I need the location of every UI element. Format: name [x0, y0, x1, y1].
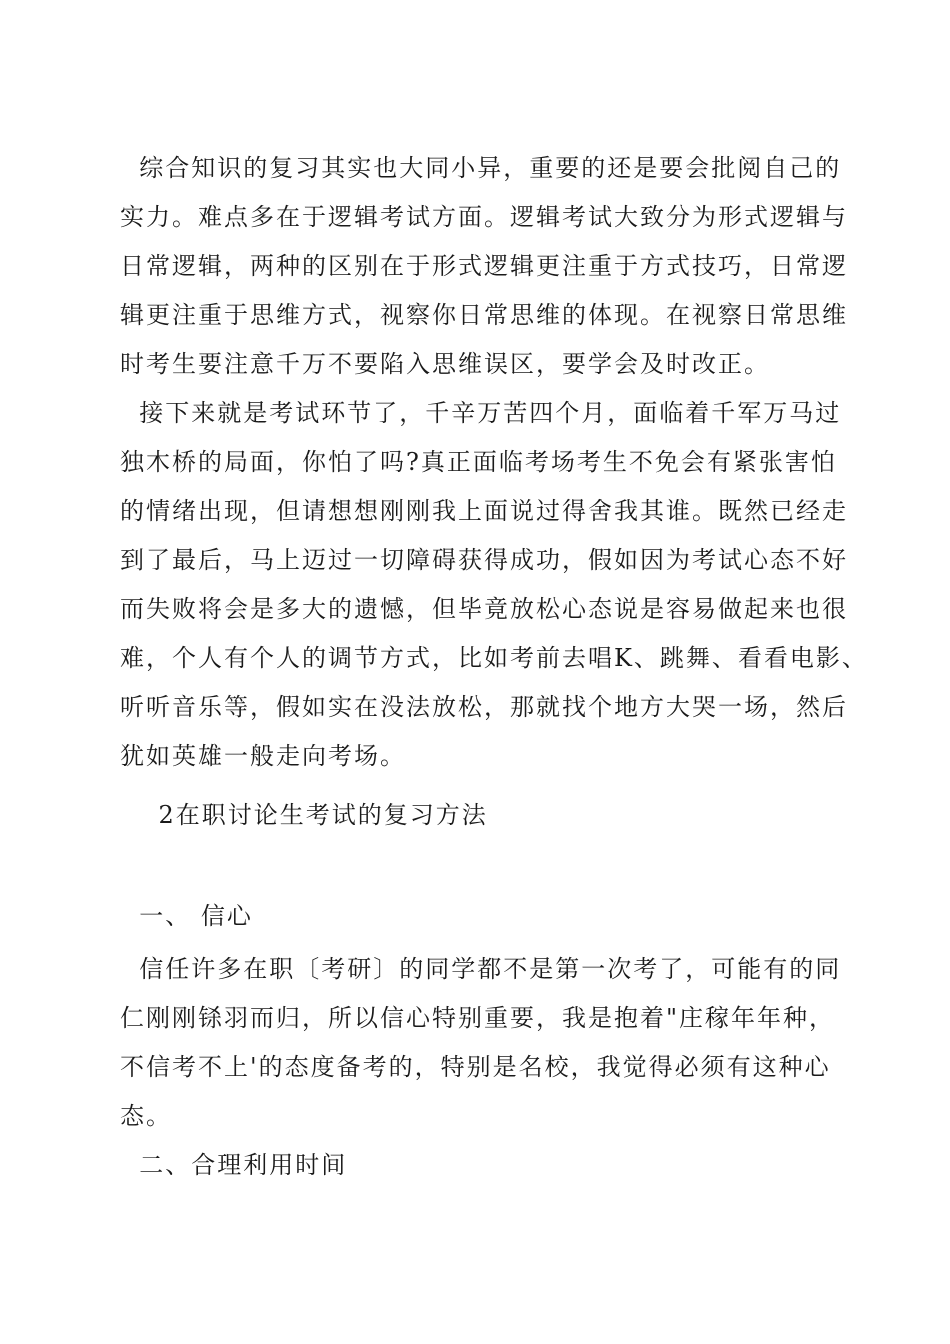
paragraph-line: 综合知识的复习其实也大同小异，重要的还是要会批阅自己的 — [120, 154, 842, 182]
section-heading: 2在职讨论生考试的复习方法 — [120, 801, 488, 829]
paragraph-line: 信任许多在职〔考研〕的同学都不是第一次考了，可能有的同 — [120, 955, 842, 983]
paragraph-line: 难，个人有个人的调节方式，比如考前去唱K、跳舞、看看电影、 — [120, 644, 868, 672]
subsection-heading: 二、合理利用时间 — [120, 1151, 348, 1179]
paragraph-line: 辑更注重于思维方式，视察你日常思维的体现。在视察日常思维 — [120, 301, 848, 329]
paragraph-line: 而失败将会是多大的遗憾，但毕竟放松心态说是容易做起来也很 — [120, 595, 848, 623]
paragraph-line: 到了最后，马上迈过一切障碍获得成功，假如因为考试心态不好 — [120, 546, 848, 574]
paragraph-line: 实力。难点多在于逻辑考试方面。逻辑考试大致分为形式逻辑与 — [120, 203, 848, 231]
paragraph-line: 态。 — [120, 1102, 172, 1130]
paragraph-line: 的情绪出现，但请想想刚刚我上面说过得舍我其谁。既然已经走 — [120, 497, 848, 525]
subsection-heading: 一、 信心 — [120, 902, 253, 930]
paragraph-line: 时考生要注意千万不要陷入思维误区，要学会及时改正。 — [120, 350, 770, 378]
paragraph-line: 独木桥的局面，你怕了吗?真正面临考场考生不免会有紧张害怕 — [120, 448, 837, 476]
paragraph-line: 犹如英雄一般走向考场。 — [120, 742, 406, 770]
paragraph-line: 仁刚刚铩羽而归，所以信心特别重要，我是抱着"庄稼年年种， — [120, 1004, 836, 1032]
paragraph-line: 不信考不上'的态度备考的，特别是名校，我觉得必须有这种心 — [120, 1053, 831, 1081]
paragraph-line: 听听音乐等，假如实在没法放松，那就找个地方大哭一场，然后 — [120, 693, 848, 721]
paragraph-line: 接下来就是考试环节了，千辛万苦四个月，面临着千军万马过 — [120, 399, 842, 427]
paragraph-line: 日常逻辑，两种的区别在于形式逻辑更注重于方式技巧，日常逻 — [120, 252, 848, 280]
